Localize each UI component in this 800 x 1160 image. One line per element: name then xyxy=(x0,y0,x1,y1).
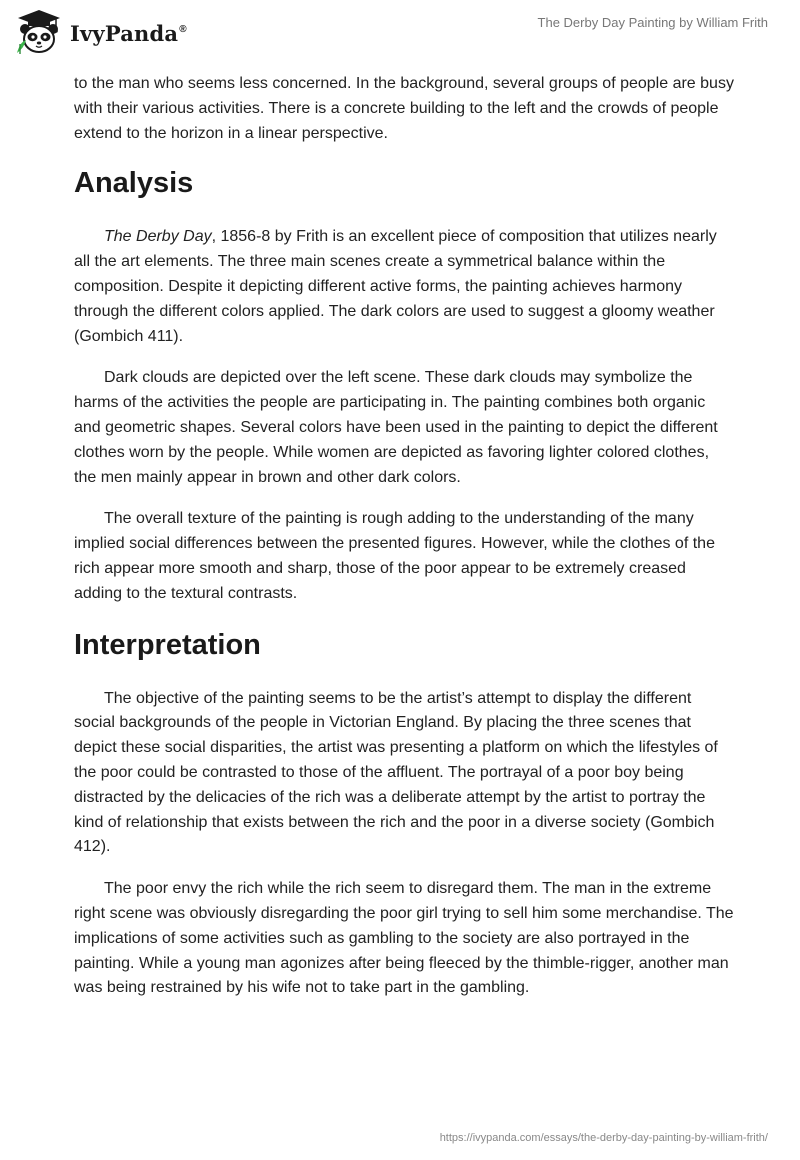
interpretation-heading: Interpretation xyxy=(74,628,261,661)
essay-body xyxy=(74,72,734,1001)
ivypanda-logo[interactable] xyxy=(14,8,187,56)
analysis-paragraph-3: The overall texture of the painting is rough adding to the understanding of the many implied social differences between the presented figures. However, while the clothes of the rich appear more smooth and sharp, those of the poor appear to be extremely creased adding to the textural contrasts. xyxy=(74,510,715,602)
document-title: The Derby Day Painting by William Frith xyxy=(537,15,768,30)
registered-mark: ® xyxy=(179,23,187,35)
analysis-paragraph-1 xyxy=(74,225,734,349)
interpretation-paragraph-1: The objective of the painting seems to be the artist’s attempt to display the different social backgrounds of the people in Victorian England. By placing the three scenes that depict these social disparities, the artist was presenting a platform on which the lifestyles of the poor could be contrasted to those of the affluent. The portrayal of a poor boy being distracted by the delicacies of the rich was a deliberate attempt by the artist to portray the kind of relationship that exists between the rich and the poor in a diverse society (Gombich 412). xyxy=(74,689,718,856)
page-header xyxy=(0,0,800,64)
analysis-heading: Analysis xyxy=(74,167,194,200)
analysis-paragraph-1-text: , 1856-8 by Frith is an excellent piece of composition that utilizes nearly all the art elements. The three main scenes create a symmetrical balance within the composition. Despite it depicting different active forms, the painting achieves harmony through the different colors applied. The dark colors are used to suggest a gloomy weather (Gombich 411). xyxy=(74,228,717,345)
analysis-paragraph-2: Dark clouds are depicted over the left scene. These dark clouds may symbolize the harms of the activities the people are participating in. The painting combines both organic and geometric shapes. Several colors have been used in the painting to depict the different clothes worn by the people. While women are depicted as favoring lighter colored clothes, the men mainly appear in brown and other dark colors. xyxy=(74,369,718,486)
source-url-link[interactable]: https://ivypanda.com/essays/the-derby-day-painting-by-william-frith/ xyxy=(439,1132,768,1144)
panda-graduate-icon xyxy=(14,8,64,56)
painting-title-italic: The Derby Day xyxy=(104,228,212,246)
logo-wordmark: IvyPanda® xyxy=(70,20,187,46)
intro-paragraph: to the man who seems less concerned. In the background, several groups of people are busy with their various activities. There is a concrete building to the left and the crowds of people extend to the horizon in a linear perspective. xyxy=(74,75,734,142)
interpretation-paragraph-2: The poor envy the rich while the rich seem to disregard them. The man in the extreme right scene was obviously disregarding the poor girl trying to sell him some merchandise. The implications of some activities such as gambling to the society are also portrayed in the painting. While a young man agonizes after being fleeced by the thimble-rigger, another man was being restrained by his wife not to take part in the gambling. xyxy=(74,880,734,997)
